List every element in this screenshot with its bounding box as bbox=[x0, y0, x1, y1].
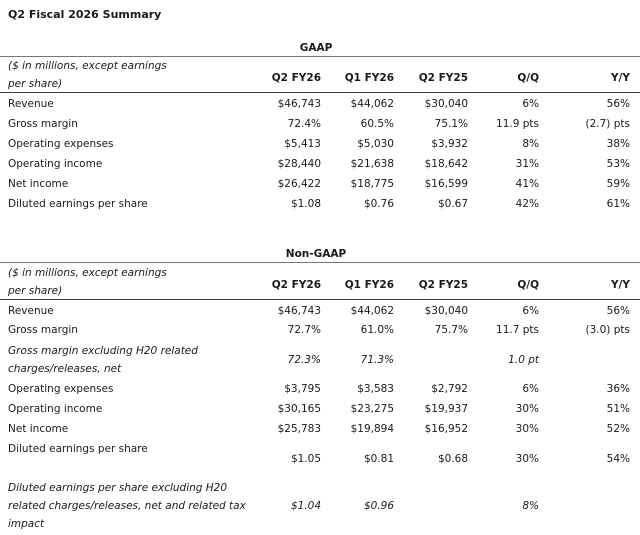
nongaap-row-label: Operating expenses bbox=[8, 383, 114, 395]
gaap-cell: 31% bbox=[515, 158, 539, 170]
nongaap-cell: 8% bbox=[522, 500, 539, 512]
gaap-cell: $1.08 bbox=[290, 198, 321, 210]
nongaap-row-label: Diluted earnings per share bbox=[8, 443, 148, 455]
gaap-cell: $26,422 bbox=[277, 178, 321, 190]
gaap-header-yy: Y/Y bbox=[610, 72, 630, 84]
nongaap-cell: (3.0) pts bbox=[585, 324, 630, 336]
gaap-row-label: Operating expenses bbox=[8, 138, 114, 150]
gaap-cell: (2.7) pts bbox=[585, 118, 630, 130]
nongaap-cell: 56% bbox=[606, 305, 630, 317]
nongaap-cell: $23,275 bbox=[350, 403, 394, 415]
nongaap-row-label-line3: impact bbox=[8, 518, 45, 530]
gaap-cell: $44,062 bbox=[350, 98, 394, 110]
nongaap-cell: $44,062 bbox=[350, 305, 394, 317]
nongaap-top-rule bbox=[0, 262, 640, 263]
gaap-cell: 6% bbox=[522, 98, 539, 110]
nongaap-cell: $3,583 bbox=[357, 383, 394, 395]
nongaap-cell: 11.7 pts bbox=[496, 324, 539, 336]
nongaap-row-label-line2: charges/releases, net bbox=[8, 363, 122, 375]
gaap-cell: 75.1% bbox=[434, 118, 468, 130]
gaap-cell: $21,638 bbox=[350, 158, 394, 170]
gaap-cell: 56% bbox=[606, 98, 630, 110]
gaap-cell: $30,040 bbox=[424, 98, 468, 110]
gaap-top-rule bbox=[0, 56, 640, 57]
nongaap-cell: $1.05 bbox=[290, 453, 321, 465]
nongaap-cell: $0.81 bbox=[363, 453, 394, 465]
nongaap-cell: 36% bbox=[606, 383, 630, 395]
nongaap-cell: $30,040 bbox=[424, 305, 468, 317]
gaap-row-label: Operating income bbox=[8, 158, 103, 170]
gaap-cell: 42% bbox=[515, 198, 539, 210]
nongaap-cell: 51% bbox=[606, 403, 630, 415]
gaap-section-label: GAAP bbox=[299, 42, 333, 54]
gaap-cell: 11.9 pts bbox=[496, 118, 539, 130]
gaap-unit-note-line1: ($ in millions, except earnings bbox=[8, 60, 167, 72]
nongaap-section-label: Non-GAAP bbox=[285, 248, 347, 260]
nongaap-cell: $19,894 bbox=[350, 423, 394, 435]
nongaap-cell: 75.7% bbox=[434, 324, 468, 336]
nongaap-cell: 1.0 pt bbox=[508, 354, 539, 366]
nongaap-row-label: Net income bbox=[8, 423, 69, 435]
nongaap-header-q2fy26: Q2 FY26 bbox=[271, 279, 321, 291]
gaap-cell: $3,932 bbox=[431, 138, 468, 150]
nongaap-cell: $19,937 bbox=[424, 403, 468, 415]
gaap-cell: 60.5% bbox=[360, 118, 394, 130]
nongaap-unit-note-line2: per share) bbox=[8, 285, 63, 297]
nongaap-row-label-line2: related charges/releases, net and related tax bbox=[8, 500, 246, 512]
gaap-row-label: Diluted earnings per share bbox=[8, 198, 148, 210]
nongaap-row-label: Gross margin bbox=[8, 324, 78, 336]
nongaap-header-rule bbox=[0, 299, 640, 300]
nongaap-header-yy: Y/Y bbox=[610, 279, 630, 291]
gaap-cell: 61% bbox=[606, 198, 630, 210]
nongaap-cell: $46,743 bbox=[277, 305, 321, 317]
gaap-cell: $5,413 bbox=[284, 138, 321, 150]
gaap-cell: 38% bbox=[606, 138, 630, 150]
gaap-row-label: Revenue bbox=[8, 98, 54, 110]
nongaap-cell: 54% bbox=[606, 453, 630, 465]
gaap-unit-note-line2: per share) bbox=[8, 78, 63, 90]
nongaap-cell: 72.7% bbox=[287, 324, 321, 336]
nongaap-cell: $3,795 bbox=[284, 383, 321, 395]
gaap-header-q2fy26: Q2 FY26 bbox=[271, 72, 321, 84]
gaap-cell: $0.76 bbox=[363, 198, 394, 210]
gaap-row-label: Gross margin bbox=[8, 118, 78, 130]
nongaap-cell: 6% bbox=[522, 305, 539, 317]
nongaap-cell: $30,165 bbox=[277, 403, 321, 415]
gaap-cell: 72.4% bbox=[287, 118, 321, 130]
nongaap-header-q2fy25: Q2 FY25 bbox=[418, 279, 468, 291]
gaap-cell: $18,642 bbox=[424, 158, 468, 170]
nongaap-row-label-line1: Diluted earnings per share excluding H20 bbox=[8, 482, 228, 494]
nongaap-cell: 72.3% bbox=[287, 354, 321, 366]
nongaap-unit-note-line1: ($ in millions, except earnings bbox=[8, 267, 167, 279]
nongaap-cell: 52% bbox=[606, 423, 630, 435]
gaap-cell: 53% bbox=[606, 158, 630, 170]
gaap-header-rule bbox=[0, 92, 640, 93]
nongaap-cell: $1.04 bbox=[290, 500, 321, 512]
nongaap-cell: $16,952 bbox=[424, 423, 468, 435]
nongaap-cell: 6% bbox=[522, 383, 539, 395]
nongaap-cell: $25,783 bbox=[277, 423, 321, 435]
gaap-cell: 59% bbox=[606, 178, 630, 190]
nongaap-cell: $0.96 bbox=[363, 500, 394, 512]
nongaap-cell: 30% bbox=[515, 453, 539, 465]
gaap-header-q2fy25: Q2 FY25 bbox=[418, 72, 468, 84]
nongaap-cell: 61.0% bbox=[360, 324, 394, 336]
nongaap-header-q1fy26: Q1 FY26 bbox=[344, 279, 394, 291]
nongaap-cell: 30% bbox=[515, 403, 539, 415]
nongaap-cell: $2,792 bbox=[431, 383, 468, 395]
gaap-row-label: Net income bbox=[8, 178, 69, 190]
gaap-header-q1fy26: Q1 FY26 bbox=[344, 72, 394, 84]
nongaap-header-qq: Q/Q bbox=[517, 279, 539, 291]
gaap-cell: $0.67 bbox=[437, 198, 468, 210]
gaap-cell: $16,599 bbox=[424, 178, 468, 190]
nongaap-cell: 30% bbox=[515, 423, 539, 435]
nongaap-cell: 71.3% bbox=[360, 354, 394, 366]
gaap-cell: $28,440 bbox=[277, 158, 321, 170]
nongaap-cell: $0.68 bbox=[437, 453, 468, 465]
nongaap-row-label: Operating income bbox=[8, 403, 103, 415]
nongaap-row-label-line1: Gross margin excluding H20 related bbox=[8, 345, 198, 357]
gaap-cell: $46,743 bbox=[277, 98, 321, 110]
gaap-cell: 8% bbox=[522, 138, 539, 150]
page-title: Q2 Fiscal 2026 Summary bbox=[8, 8, 162, 21]
gaap-header-qq: Q/Q bbox=[517, 72, 539, 84]
nongaap-row-label: Revenue bbox=[8, 305, 54, 317]
gaap-cell: $18,775 bbox=[350, 178, 394, 190]
gaap-cell: $5,030 bbox=[357, 138, 394, 150]
gaap-cell: 41% bbox=[515, 178, 539, 190]
